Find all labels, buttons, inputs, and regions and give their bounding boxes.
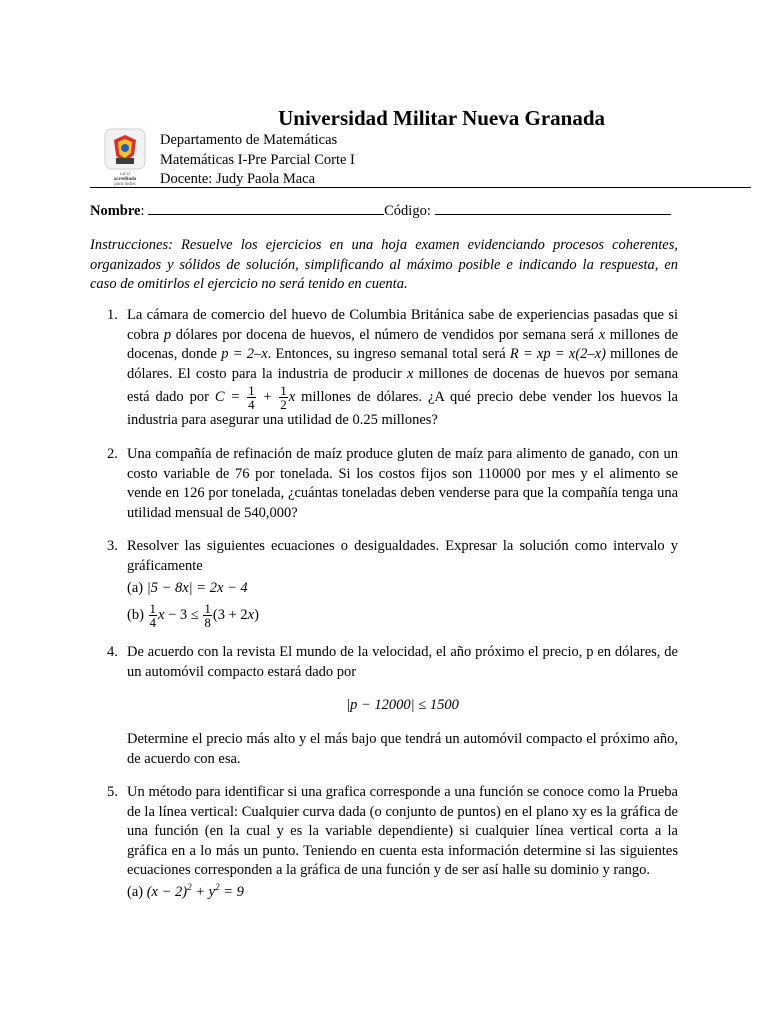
course-line: Matemáticas I-Pre Parcial Corte I [160,151,355,168]
question-1: 1. La cámara de comercio del huevo de Columbia Británica sabe de experiencias pasadas que si cobra p dólares por docena de huevos, el número de vendidos por semana será x millones de docenas, donde p = 2–x. Entonces, su ingreso semanal total será R = xp = x(2–x) millones de dólares. El costo para la industria de producir x millones de docenas de huevos por semana está dado por C = $\frac{1}{4}$ + $\frac{1}{2}$ x millones de dólares. ¿A qué precio debe vender los huevos la industria para asegurar una utilidad de 0.25 millones? [107,307,679,429]
question-number: 5. [107,784,118,801]
question-number: 3. [107,538,118,555]
question-list [90,306,678,903]
question-number: 1. [107,307,118,323]
university-title: Universidad Militar Nueva Granada [278,106,605,130]
header-rule [90,187,751,188]
instructions: Instrucciones: Resuelve los ejercicios en una hoja examen evidenciando procesos coherentes, organizados y sólidos de solución, simplificando al máximo posible e indicando la respuesta, en caso de omitirlos el ejercicio no será tenido en cuenta. [90,237,678,293]
question-3: 3. Resolver las siguientes ecuaciones o desigualdades. Expresar la solución como intervalo y gráficamente (a) |5 − 8x| = 2x − 4 (b) $\frac{1}{4}$ x − 3 ≤ $\frac{1}{8}$ (3 + 2x) [107,538,678,631]
student-info-row: Nombre: Código: [90,202,671,220]
teacher-line: Docente: Judy Paola Maca [160,171,316,187]
question-5a: (a) $(x - 2)^2 + y^2 = 9$ [127,882,244,901]
code-label: Código: [384,203,431,219]
equation-price: p = 2–x [221,346,268,363]
department-line: Departamento de Matemáticas [160,132,338,148]
question-3a: (a) |5 − 8x| = 2x − 4 [127,579,248,596]
question-5: 5. Un método para identificar si una grafica corresponde a una función se conoce como la Prueba de la línea vertical: Cualquier curva dada (o conjunto de puntos) en el plano xy es la gráfica de una función (en la cual y es la variable dependiente) si cualquier línea vertical corta a la gráfica en a lo más un punto. Teniendo en cuenta esta información determine si las siguientes ecuaciones corresponden a la gráfica de una función y de ser así halle su dominio y rango. (a) $(x - 2)^2 + y^2 = 9$ [90,783,678,903]
equation-cost: C = $\frac{1}{4}$ + $\frac{1}{2}$ x [214,383,296,413]
question-3b: (b) $\frac{1}{4}$ x − 3 ≤ $\frac{1}{8}$ (3 + 2x) [127,601,259,631]
question-2: 2. Una compañía de refinación de maíz produce gluten de maíz para alimento de ganado, con un costo variable de 76 por tonelada. Si los costos fijos son 110000 por mes y el alimento se vende en 126 por tonelada, ¿cuántas toneladas deben venderse para que la compañía tenga una utilidad mensual de 540,000? [107,445,678,521]
logo-text-3: para todos [114,181,136,186]
equation-revenue: R = xp = x(2–x) [509,346,606,363]
question-number: 2. [107,445,118,462]
university-logo [104,128,146,188]
header-info [160,131,355,190]
question-number: 4. [107,644,118,661]
name-field[interactable] [148,202,384,215]
logo-text-1: La U [120,171,130,176]
question-4: 4. De acuerdo con la revista El mundo de la velocidad, el año próximo el precio, p en dólares, de un automóvil compacto estará dado por |p − 12000| ≤ 1500 Determine el precio más alto y el más bajo que tendrá un automóvil compacto el próximo año, de acuerdo con esa. [107,644,678,767]
name-label: Nombre [90,203,141,219]
code-field[interactable] [435,202,671,215]
price-inequality: |p − 12000| ≤ 1500 [346,697,459,714]
logo-text-2: acreditada [113,176,137,181]
